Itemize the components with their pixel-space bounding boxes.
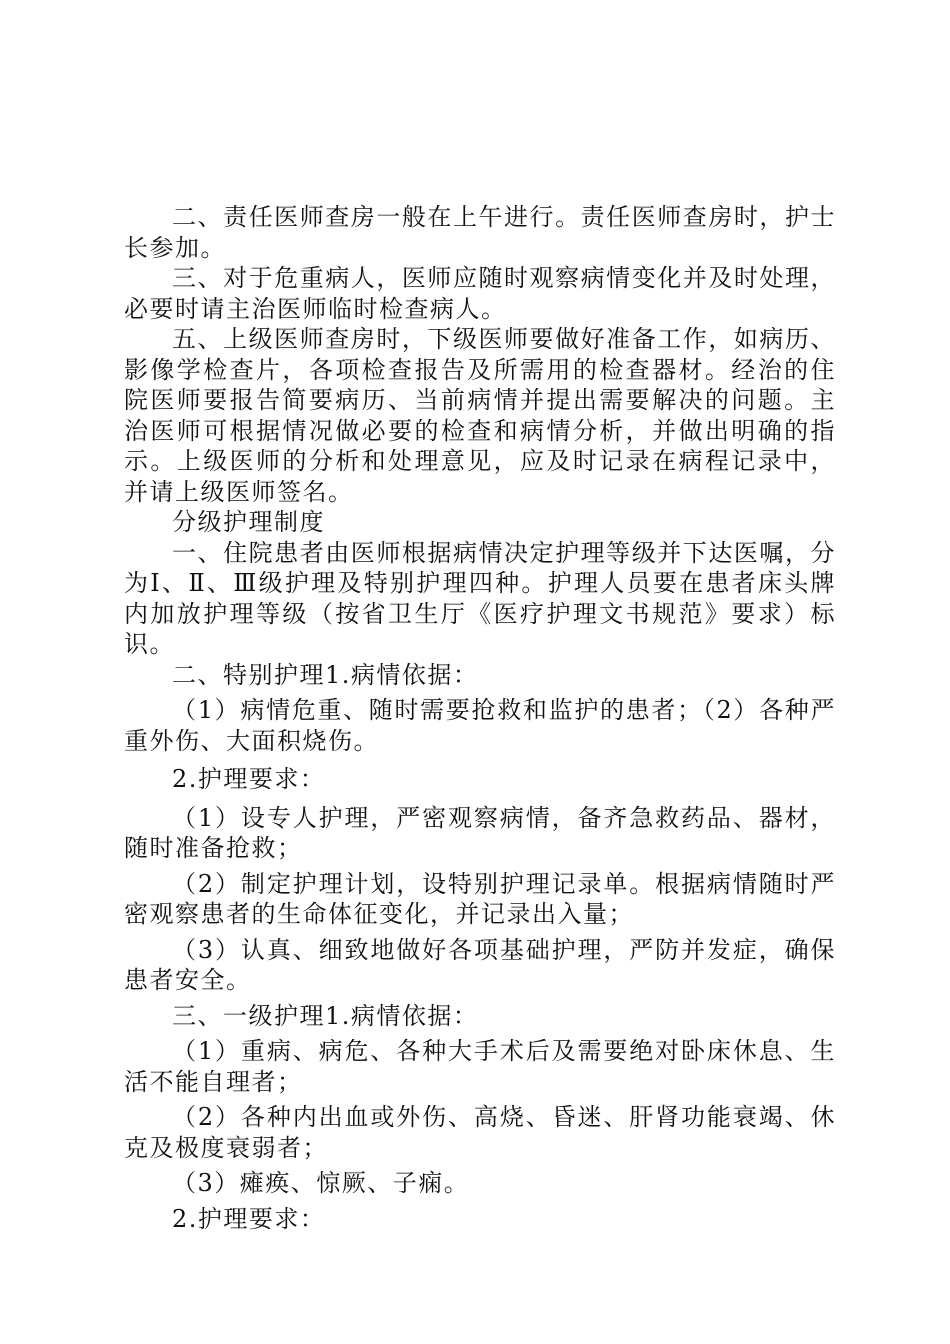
paragraph-special-care-requirements: 2.护理要求： [172,765,326,793]
paragraph-level-one-requirements: 2.护理要求： [172,1204,326,1233]
paragraph-attending-rounds: 二、责任医师查房一般在上午进行。责任医师查房时，护士长参加。 [124,203,836,262]
paragraph-critical-patients: 三、对于危重病人，医师应随时观察病情变化并及时处理，必要时请主治医师临时检查病人。 [124,264,836,323]
paragraph-level-one-basis: 三、一级护理1.病情依据： [172,1001,479,1030]
paragraph-level-one-criteria-3: （3）瘫痪、惊厥、子痫。 [172,1169,470,1197]
section-heading-nursing-levels: 分级护理制度 [172,508,325,536]
paragraph-special-care-basis: 二、特别护理1.病情依据： [172,660,479,689]
document-body [124,202,836,1234]
paragraph-special-care-criteria: （1）病情危重、随时需要抢救和监护的患者；（2）各种严重外伤、大面积烧伤。 [124,696,836,755]
paragraph-special-care-req-2: （2）制定护理计划，设特别护理记录单。根据病情随时严密观察患者的生命体征变化，并记录出入量； [124,869,836,928]
paragraph-senior-rounds: 五、上级医师查房时，下级医师要做好准备工作，如病历、影像学检查片，各项检查报告及所需用的检查器材。经治的住院医师要报告简要病历、当前病情并提出需要解决的问题。主治医师可根据情况做必要的检查和病情分析，并做出明确的指示。上级医师的分析和处理意见，应及时记录在病程记录中，并请上级医师签名。 [124,325,836,506]
paragraph-nursing-levels-intro: 一、住院患者由医师根据病情决定护理等级并下达医嘱，分为Ⅰ、Ⅱ、Ⅲ级护理及特别护理四种。护理人员要在患者床头牌内加放护理等级（按省卫生厅《医疗护理文书规范》要求）标识。 [124,538,836,658]
paragraph-level-one-criteria-1: （1）重病、病危、各种大手术后及需要绝对卧床休息、生活不能自理者； [124,1037,836,1096]
paragraph-special-care-req-3: （3）认真、细致地做好各项基础护理，严防并发症，确保患者安全。 [124,935,836,994]
paragraph-special-care-req-1: （1）设专人护理，严密观察病情，备齐急救药品、器材，随时准备抢救； [124,803,836,862]
paragraph-level-one-criteria-2: （2）各种内出血或外伤、高烧、昏迷、肝肾功能衰竭、休克及极度衰弱者； [124,1103,836,1162]
